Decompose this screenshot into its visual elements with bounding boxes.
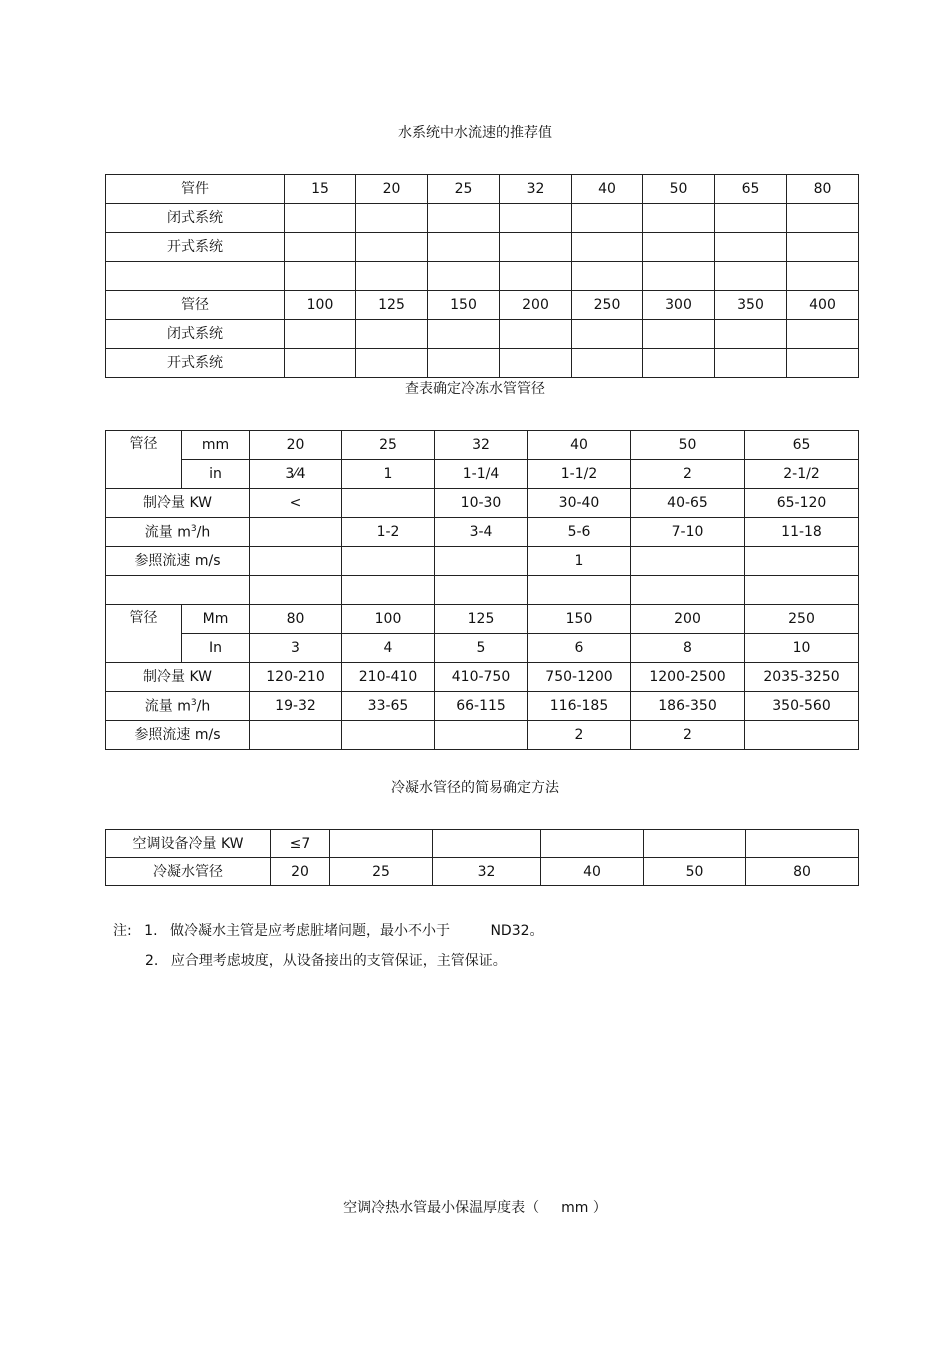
table-cell [745,721,859,750]
table-cell [428,204,500,233]
title-water-velocity: 水系统中水流速的推荐值 [398,125,552,141]
table-cell [250,576,342,605]
table-cell: 2 [528,721,631,750]
table-cell: 120-210 [250,663,342,692]
condensate-table [105,829,859,886]
table-cell: 20 [250,431,342,460]
table-cell: 10-30 [435,489,528,518]
table-cell: 1-1/2 [528,460,631,489]
table-cell: 25 [428,175,500,204]
table-cell [106,576,250,605]
table-cell [500,262,572,291]
table-cell: 80 [746,858,859,886]
table-cell: 3⁄4 [250,460,342,489]
table-cell: 80 [787,175,859,204]
table-row [106,858,859,886]
chilled-pipe-table [105,430,859,750]
table-cell: 50 [631,431,745,460]
flow-label-sup: 3 [190,697,197,708]
table-cell: 1 [342,460,435,489]
table-cell: 32 [435,431,528,460]
table-cell: 150 [428,291,500,320]
flow-label-unit: /h [196,524,211,541]
table-row [106,291,859,320]
table-cell [342,547,435,576]
table-cell: 6 [528,634,631,663]
table-cell [428,320,500,349]
note-prefix: 注: [113,923,132,939]
velocity-label: 参照流速 m/s [106,547,250,576]
table-cell: 5 [435,634,528,663]
table-cell: 20 [356,175,428,204]
table-cell: 50 [644,858,746,886]
table-cell [644,830,746,858]
table-cell [745,576,859,605]
table-cell: 125 [356,291,428,320]
table-cell [643,233,715,262]
table-cell: 32 [500,175,572,204]
table-cell: 250 [572,291,643,320]
table-cell [285,233,356,262]
table-cell: 25 [330,858,433,886]
table-cell [572,349,643,378]
table-row [106,489,859,518]
note-1-number: 1. [144,923,158,939]
pipe-diameter-label: 管径 [106,605,182,663]
table-row [106,431,859,460]
table-row [106,262,859,291]
table-cell: 186-350 [631,692,745,721]
table-row [106,460,859,489]
table-cell [643,320,715,349]
table-row [106,175,859,204]
unit-mm-label: mm [182,431,250,460]
table-cell [715,262,787,291]
table-cell [435,576,528,605]
table-cell: 40 [528,431,631,460]
table-cell [643,262,715,291]
table-cell [643,349,715,378]
table-cell: 5-6 [528,518,631,547]
table-cell [285,349,356,378]
table-cell [435,547,528,576]
table-row [106,349,859,378]
title-chilled-pipe: 查表确定冷冻水管管径 [405,381,545,397]
flow-label-unit: /h [196,698,211,715]
table-cell [435,721,528,750]
table-cell: 15 [285,175,356,204]
note-2-number: 2. [145,953,159,969]
table-cell [428,262,500,291]
table-cell: 33-65 [342,692,435,721]
unit-mm-label: Mm [182,605,250,634]
flow-label [106,692,250,721]
unit-in-label: In [182,634,250,663]
table-cell [572,320,643,349]
table-cell: < [250,489,342,518]
title-insulation [0,1197,950,1217]
table-cell [428,233,500,262]
row-label: 闭式系统 [106,320,285,349]
table-cell [643,204,715,233]
table-cell: 350 [715,291,787,320]
table-cell [745,547,859,576]
table-cell [356,204,428,233]
table-cell: 7-10 [631,518,745,547]
table-cell [715,233,787,262]
table-cell: 2 [631,721,745,750]
condensate-pipe-label: 冷凝水管径 [106,858,271,886]
table-cell [572,262,643,291]
table-cell [631,576,745,605]
table-cell: 410-750 [435,663,528,692]
table-cell [342,721,435,750]
table-cell [428,349,500,378]
table-cell [342,576,435,605]
table-cell [631,547,745,576]
table-cell: 400 [787,291,859,320]
table-cell [528,576,631,605]
flow-label-text: 流量 m [144,698,191,715]
table-cell [500,204,572,233]
flow-label-text: 流量 m [144,524,191,541]
cooling-label: 制冷量 KW [106,663,250,692]
velocity-table [105,174,859,378]
table-cell: 50 [643,175,715,204]
table-cell: 65-120 [745,489,859,518]
table-cell [500,320,572,349]
table-cell: 40 [572,175,643,204]
note-2-text: 应合理考虑坡度，从设备接出的支管保证，主管保证。 [170,953,507,969]
table-cell: 1200-2500 [631,663,745,692]
table-cell: 30-40 [528,489,631,518]
table-cell [250,547,342,576]
flow-label-sup: 3 [190,523,197,534]
note-1 [113,920,544,940]
table-cell: 100 [285,291,356,320]
table-cell [285,204,356,233]
row-label: 开式系统 [106,233,285,262]
table-cell [250,721,342,750]
row-label [106,262,285,291]
table-cell: 11-18 [745,518,859,547]
table-cell: 25 [342,431,435,460]
table-cell: 116-185 [528,692,631,721]
table-cell: 750-1200 [528,663,631,692]
flow-label [106,518,250,547]
note-2 [145,950,507,970]
table-row [106,576,859,605]
title-condensate: 冷凝水管径的简易确定方法 [391,780,559,796]
table-cell: 40 [541,858,644,886]
table-cell: 125 [435,605,528,634]
table-row [106,663,859,692]
table-cell [356,349,428,378]
table-row [106,634,859,663]
table-cell [500,349,572,378]
table-cell [356,233,428,262]
table-cell: ≤7 [271,830,330,858]
table-cell: 2 [631,460,745,489]
table-cell: 65 [745,431,859,460]
table-row [106,320,859,349]
table-cell: 66-115 [435,692,528,721]
table-cell [285,320,356,349]
table-cell [787,349,859,378]
table-cell [787,262,859,291]
table-cell [330,830,433,858]
table-cell: 10 [745,634,859,663]
table-row [106,547,859,576]
table-cell: 100 [342,605,435,634]
table-cell: 32 [433,858,541,886]
table-cell: 1-2 [342,518,435,547]
table-cell [787,204,859,233]
table-cell: 3-4 [435,518,528,547]
table-row [106,721,859,750]
table-row [106,605,859,634]
title-insulation-unit: mm ） [561,1200,607,1216]
table-cell: 200 [500,291,572,320]
pipe-diameter-label: 管径 [106,431,182,489]
velocity-label: 参照流速 m/s [106,721,250,750]
table-cell [541,830,644,858]
table-cell [285,262,356,291]
table-cell: 3 [250,634,342,663]
cooling-capacity-label: 空调设备冷量 KW [106,830,271,858]
title-insulation-text: 空调冷热水管最小保温厚度表（ [343,1200,540,1216]
row-label: 管径 [106,291,285,320]
table-cell: 19-32 [250,692,342,721]
table-cell: 150 [528,605,631,634]
note-1-value: ND32。 [490,923,544,939]
table-cell: 1 [528,547,631,576]
table-cell [715,349,787,378]
table-cell [250,518,342,547]
table-cell: 300 [643,291,715,320]
table-cell: 20 [271,858,330,886]
table-cell: 1-1/4 [435,460,528,489]
note-1-text: 做冷凝水主管是应考虑脏堵问题，最小不小于 [169,923,450,939]
table-cell: 40-65 [631,489,745,518]
table-cell [746,830,859,858]
table-cell: 210-410 [342,663,435,692]
table-cell: 250 [745,605,859,634]
table-cell: 65 [715,175,787,204]
unit-in-label: in [182,460,250,489]
cooling-label: 制冷量 KW [106,489,250,518]
table-cell [342,489,435,518]
row-label: 开式系统 [106,349,285,378]
table-cell [572,204,643,233]
row-label: 闭式系统 [106,204,285,233]
table-cell [500,233,572,262]
table-cell [715,204,787,233]
table-cell [356,262,428,291]
table-cell [433,830,541,858]
table-cell [787,320,859,349]
table-cell: 200 [631,605,745,634]
table-cell: 80 [250,605,342,634]
table-row [106,204,859,233]
table-row [106,692,859,721]
table-cell [787,233,859,262]
table-cell: 350-560 [745,692,859,721]
table-cell [356,320,428,349]
row-label: 管件 [106,175,285,204]
table-row [106,233,859,262]
table-cell: 2035-3250 [745,663,859,692]
table-cell: 2-1/2 [745,460,859,489]
table-cell: 4 [342,634,435,663]
table-cell [572,233,643,262]
table-row [106,830,859,858]
table-cell: 8 [631,634,745,663]
table-cell [715,320,787,349]
table-row [106,518,859,547]
